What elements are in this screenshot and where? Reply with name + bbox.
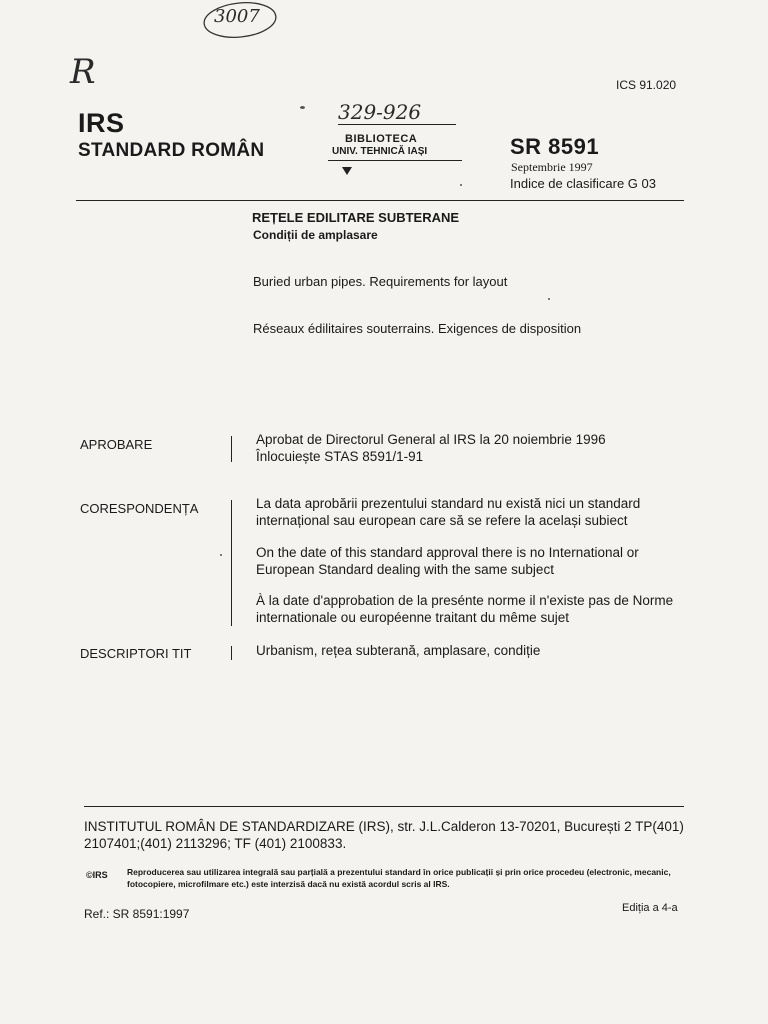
section-label-descriptors: DESCRIPTORI TIT [80, 646, 192, 661]
ics-code: ICS 91.020 [616, 78, 677, 92]
standard-number: SR 8591 [510, 134, 600, 159]
org-logo-text: IRS [78, 108, 125, 138]
stamp-divider [328, 160, 462, 161]
handwritten-initial: R [70, 52, 96, 92]
reproduction-notice: Reproducerea sau utilizarea integrală sau parțială a prezentului standard în orice publicații și prin orice procedeu (electronic, mecanic, fotocopiere, microfilmare etc.) este interzisă dacă nu există acordul scris al IRS. [127, 867, 671, 889]
scan-speck [460, 184, 462, 186]
institute-address: INSTITUTUL ROMÂN DE STANDARDIZARE (IRS), str. J.L.Calderon 13-70201, București 2 TP(401) 2107401;(401) 2113296; TF (401) 2100833. [84, 819, 684, 851]
approval-text [256, 431, 696, 465]
copyright-mark: ©IRS [86, 870, 108, 880]
standard-label: STANDARD ROMÂN [78, 140, 265, 161]
title-fr: Réseaux édilitaires souterrains. Exigences de disposition [253, 321, 582, 336]
stamp-university: UNIV. TEHNICĂ IAȘI [332, 146, 428, 157]
footer-divider [84, 806, 684, 807]
edition: Ediția a 4-a [622, 902, 678, 914]
scan-speck [220, 554, 222, 556]
classification-index: Indice de clasificare G 03 [510, 176, 656, 191]
descriptors-value: Urbanism, rețea subterană, amplasare, condiție [256, 643, 541, 658]
handwritten-inventory: 329-926 [338, 100, 422, 124]
title-ro: REȚELE EDILITARE SUBTERANE [252, 210, 460, 225]
stamp-triangle-icon [341, 166, 353, 176]
subtitle-ro: Condiții de amplasare [253, 228, 378, 242]
standard-date: Septembrie 1997 [511, 160, 593, 174]
section-bar [231, 646, 232, 660]
stamp-library: BIBLIOTECA [345, 133, 418, 145]
replaces-line: Înlocuiește STAS 8591/1-91 [256, 449, 424, 464]
reference: Ref.: SR 8591:1997 [84, 907, 190, 921]
section-bar [231, 436, 232, 462]
stamp-divider [338, 124, 456, 125]
section-label-correspondence: CORESPONDENȚA [80, 501, 199, 516]
scan-speck [300, 106, 305, 109]
section-label-approval: APROBARE [80, 437, 153, 452]
correspondence-ro: La data aprobării prezentului standard nu există nici un standard internațional sau european care să se refere la același subiect [256, 496, 641, 528]
correspondence-en: On the date of this standard approval there is no International or European Standard dealing with the same subject [256, 545, 639, 577]
handwritten-number: 3007 [214, 6, 260, 27]
section-bar [231, 500, 232, 626]
scan-speck [548, 298, 550, 300]
approval-line: Aprobat de Directorul General al IRS la 20 noiembrie 1996 [256, 432, 606, 447]
header-divider [76, 200, 684, 201]
title-en: Buried urban pipes. Requirements for layout [253, 274, 508, 289]
correspondence-fr: À la date d'approbation de la presénte norme il n'existe pas de Norme internationale ou européenne traitant du même sujet [256, 593, 674, 625]
